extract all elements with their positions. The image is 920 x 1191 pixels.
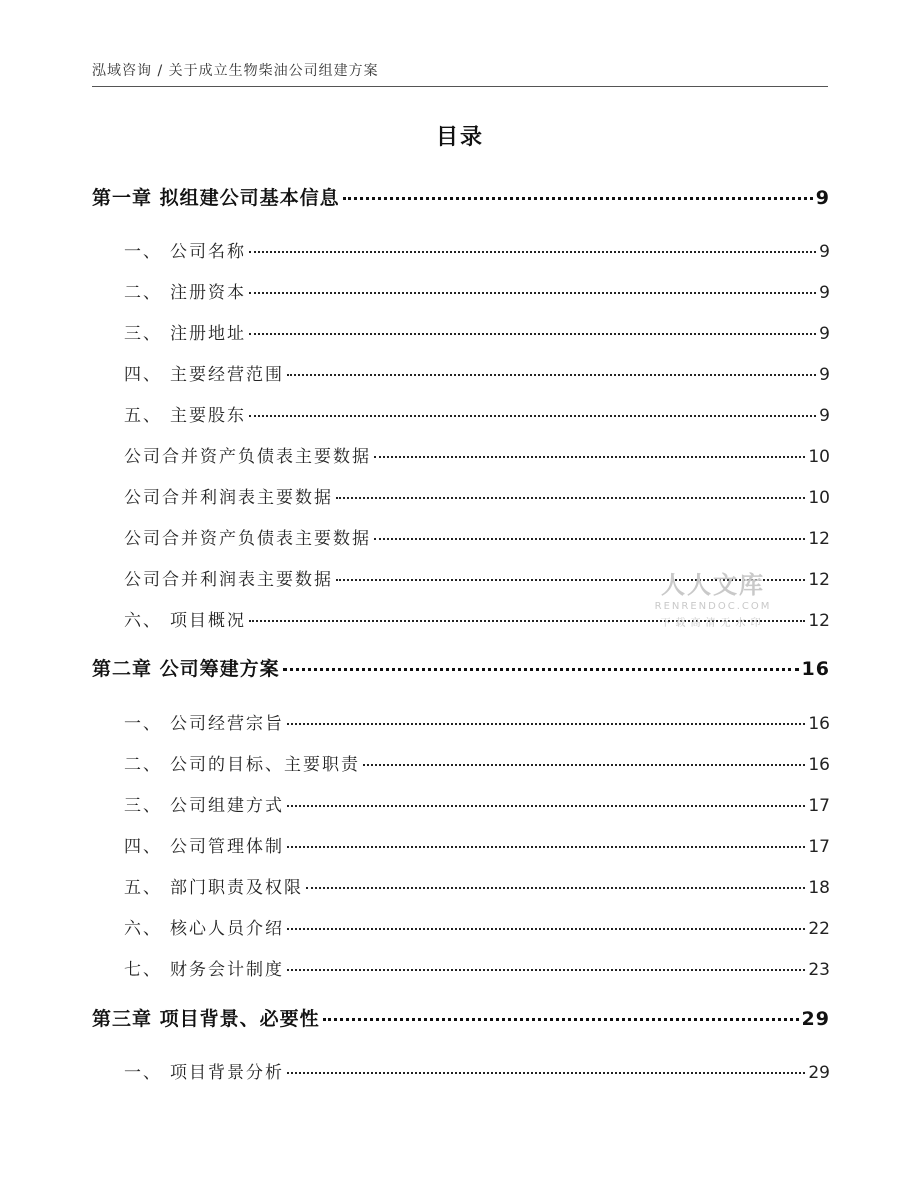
toc-entry-text xyxy=(124,873,303,898)
toc-entry-label: 注册地址 xyxy=(170,324,246,344)
toc-leader-dots xyxy=(287,723,805,725)
toc-section-entry[interactable] xyxy=(92,442,830,467)
running-header: 泓域咨询 / 关于成立生物柴油公司组建方案 xyxy=(92,63,379,79)
toc-leader-dots xyxy=(249,620,805,622)
toc-title: 目录 xyxy=(435,125,484,150)
toc-section-entry[interactable] xyxy=(92,914,830,939)
toc-leader-dots xyxy=(287,846,805,848)
watermark-sub2-text: 下载高清无水印 xyxy=(660,618,766,629)
toc-entry-label: 公司组建方式 xyxy=(170,796,284,816)
toc-entry-label: 公司合并利润表主要数据 xyxy=(124,570,333,590)
toc-section-entry[interactable] xyxy=(92,606,830,631)
toc-entry-text xyxy=(124,791,284,816)
toc-entry-text xyxy=(124,1058,284,1083)
toc-section-entry[interactable] xyxy=(92,750,830,775)
toc-entry-text xyxy=(124,278,246,303)
toc-page-number: 22 xyxy=(808,919,830,939)
toc-leader-dots xyxy=(287,1072,805,1074)
toc-section-entry[interactable] xyxy=(92,319,830,344)
toc-entry-label: 财务会计制度 xyxy=(170,960,284,980)
toc-entry-label: 注册资本 xyxy=(170,283,246,303)
toc-section-entry[interactable] xyxy=(92,955,830,980)
toc-entry-text xyxy=(124,750,360,775)
toc-chapter-entry[interactable] xyxy=(92,183,830,210)
toc-page-number: 12 xyxy=(808,611,830,631)
toc-leader-dots xyxy=(249,333,816,335)
watermark-main-text: 人人文库 xyxy=(661,571,765,599)
toc-leader-dots xyxy=(249,292,816,294)
toc-entry-text xyxy=(124,709,284,734)
toc-section-entry[interactable] xyxy=(92,832,830,857)
toc-entry-text xyxy=(124,360,284,385)
toc-page-number: 9 xyxy=(815,187,830,209)
toc-leader-dots xyxy=(283,668,799,671)
toc-entry-text xyxy=(92,1004,320,1031)
toc-page-number: 29 xyxy=(801,1008,830,1030)
toc-page-number: 23 xyxy=(808,960,830,980)
toc-page-number: 12 xyxy=(808,570,830,590)
toc-leader-dots xyxy=(374,456,805,458)
toc-section-entry[interactable] xyxy=(92,791,830,816)
toc-entry-label: 公司管理体制 xyxy=(170,837,284,857)
toc-leader-dots xyxy=(336,579,805,581)
toc-entry-label: 核心人员介绍 xyxy=(170,919,284,939)
toc-section-entry[interactable] xyxy=(92,483,830,508)
toc-leader-dots xyxy=(343,197,813,200)
toc-page-number: 10 xyxy=(808,447,830,467)
toc-entry-number: 一、 xyxy=(124,1063,162,1083)
toc-entry-label: 主要股东 xyxy=(170,406,246,426)
toc-entry-number: 五、 xyxy=(124,406,162,426)
toc-section-entry[interactable] xyxy=(92,401,830,426)
toc-section-entry[interactable] xyxy=(92,873,830,898)
toc-entry-number: 七、 xyxy=(124,960,162,980)
toc-chapter-entry[interactable] xyxy=(92,1004,830,1031)
toc-entry-number: 五、 xyxy=(124,878,162,898)
toc-page-number: 12 xyxy=(808,529,830,549)
toc-entry-number: 一、 xyxy=(124,714,162,734)
toc-entry-number: 一、 xyxy=(124,242,162,262)
toc-entry-text xyxy=(124,565,333,590)
toc-entry-text xyxy=(124,442,371,467)
toc-chapter-entry[interactable] xyxy=(92,654,830,681)
toc-page-number: 17 xyxy=(808,837,830,857)
toc-section-entry[interactable] xyxy=(92,360,830,385)
toc-section-entry[interactable] xyxy=(92,278,830,303)
toc-entry-label: 第一章 拟组建公司基本信息 xyxy=(92,187,340,209)
toc-entry-number: 三、 xyxy=(124,324,162,344)
toc-page-number: 16 xyxy=(808,714,830,734)
toc-entry-label: 第二章 公司筹建方案 xyxy=(92,658,280,680)
toc-page-number: 29 xyxy=(808,1063,830,1083)
toc-entry-text xyxy=(124,832,284,857)
toc-page-number: 17 xyxy=(808,796,830,816)
toc-page-number: 9 xyxy=(819,365,830,385)
toc-page-number: 9 xyxy=(819,406,830,426)
toc-entry-number: 六、 xyxy=(124,611,162,631)
toc-entry-label: 公司名称 xyxy=(170,242,246,262)
toc-entry-label: 主要经营范围 xyxy=(170,365,284,385)
watermark-sub-text: RENRENDOC.COM xyxy=(654,601,772,612)
toc-entry-text xyxy=(124,401,246,426)
toc-section-entry[interactable] xyxy=(92,1058,830,1083)
toc-entry-label: 第三章 项目背景、必要性 xyxy=(92,1008,320,1030)
toc-section-entry[interactable] xyxy=(92,709,830,734)
toc-entry-label: 公司合并资产负债表主要数据 xyxy=(124,447,371,467)
toc-leader-dots xyxy=(287,969,805,971)
toc-entry-label: 部门职责及权限 xyxy=(170,878,303,898)
toc-entry-text xyxy=(124,237,246,262)
toc-page-number: 16 xyxy=(801,658,830,680)
toc-page-number: 18 xyxy=(808,878,830,898)
toc-leader-dots xyxy=(374,538,805,540)
toc-leader-dots xyxy=(363,764,805,766)
toc-page-number: 16 xyxy=(808,755,830,775)
toc-entry-label: 公司合并资产负债表主要数据 xyxy=(124,529,371,549)
toc-entry-number: 二、 xyxy=(124,755,162,775)
toc-leader-dots xyxy=(249,251,816,253)
toc-entry-text xyxy=(92,654,280,681)
toc-leader-dots xyxy=(287,374,816,376)
toc-leader-dots xyxy=(287,805,805,807)
toc-page-number: 9 xyxy=(819,283,830,303)
toc-entry-label: 公司经营宗旨 xyxy=(170,714,284,734)
toc-entry-label: 公司合并利润表主要数据 xyxy=(124,488,333,508)
toc-page-number: 9 xyxy=(819,324,830,344)
toc-entry-number: 四、 xyxy=(124,365,162,385)
toc-leader-dots xyxy=(336,497,805,499)
toc-entry-text xyxy=(124,483,333,508)
toc-entry-label: 项目概况 xyxy=(170,611,246,631)
toc-page-number: 10 xyxy=(808,488,830,508)
toc-section-entry[interactable] xyxy=(92,565,830,590)
toc-section-entry[interactable] xyxy=(92,237,830,262)
toc-entry-number: 四、 xyxy=(124,837,162,857)
toc-leader-dots xyxy=(287,928,805,930)
toc-leader-dots xyxy=(306,887,805,889)
toc-section-entry[interactable] xyxy=(92,524,830,549)
toc-entry-text xyxy=(124,524,371,549)
toc-entry-label: 公司的目标、主要职责 xyxy=(170,755,360,775)
toc-entry-label: 项目背景分析 xyxy=(170,1063,284,1083)
toc-leader-dots xyxy=(249,415,816,417)
toc-entry-number: 六、 xyxy=(124,919,162,939)
header-rule xyxy=(92,86,828,87)
toc-entry-text xyxy=(124,914,284,939)
toc-leader-dots xyxy=(323,1018,799,1021)
toc-page-number: 9 xyxy=(819,242,830,262)
toc-entry-text xyxy=(124,319,246,344)
toc-entry-number: 三、 xyxy=(124,796,162,816)
toc-entry-text xyxy=(124,955,284,980)
toc-entry-text xyxy=(124,606,246,631)
toc-entry-text xyxy=(92,183,340,210)
toc-entry-number: 二、 xyxy=(124,283,162,303)
